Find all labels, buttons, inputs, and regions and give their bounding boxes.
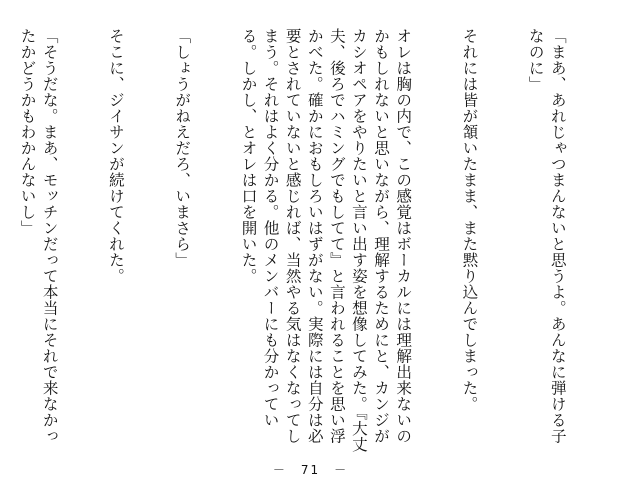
vertical-text-block (8, 28, 613, 458)
paragraph: 「しょうがねえだろ、いまさら」 (173, 28, 192, 268)
paragraph: そこに、ジイサンが続けてくれた。 (106, 28, 125, 284)
paragraph: 「そうだな。まあ、モッチンだって本当にそれで来なかったかどうかもわかんないし」 (18, 28, 59, 444)
page-number: － 71 － (272, 463, 349, 477)
paragraph: それには皆が頷いたまま、また黙り込んでしまった。 (460, 28, 479, 412)
paragraph: 「まあ、あれじゃつまんないと思うよ。あんなに弾ける子なのに」 (526, 28, 567, 444)
paragraph: オレは胸の内で、この感覚はボーカルには理解出来ないのかもしれないと思いながら、理解するためにと、カンジがカシオペアをやりたいと言い出す姿を想像してみた。『大丈夫、後ろでハミングでもしてて』と言われることを思い浮かべた。確かにおもしろいはずがない。実際には自分は必要とされていないと感じれば、当然やる気はなくなってしまう。それはよく分かる。他のメンバーにも分かっている。しかし、とオレは口を開いた。 (239, 28, 413, 453)
